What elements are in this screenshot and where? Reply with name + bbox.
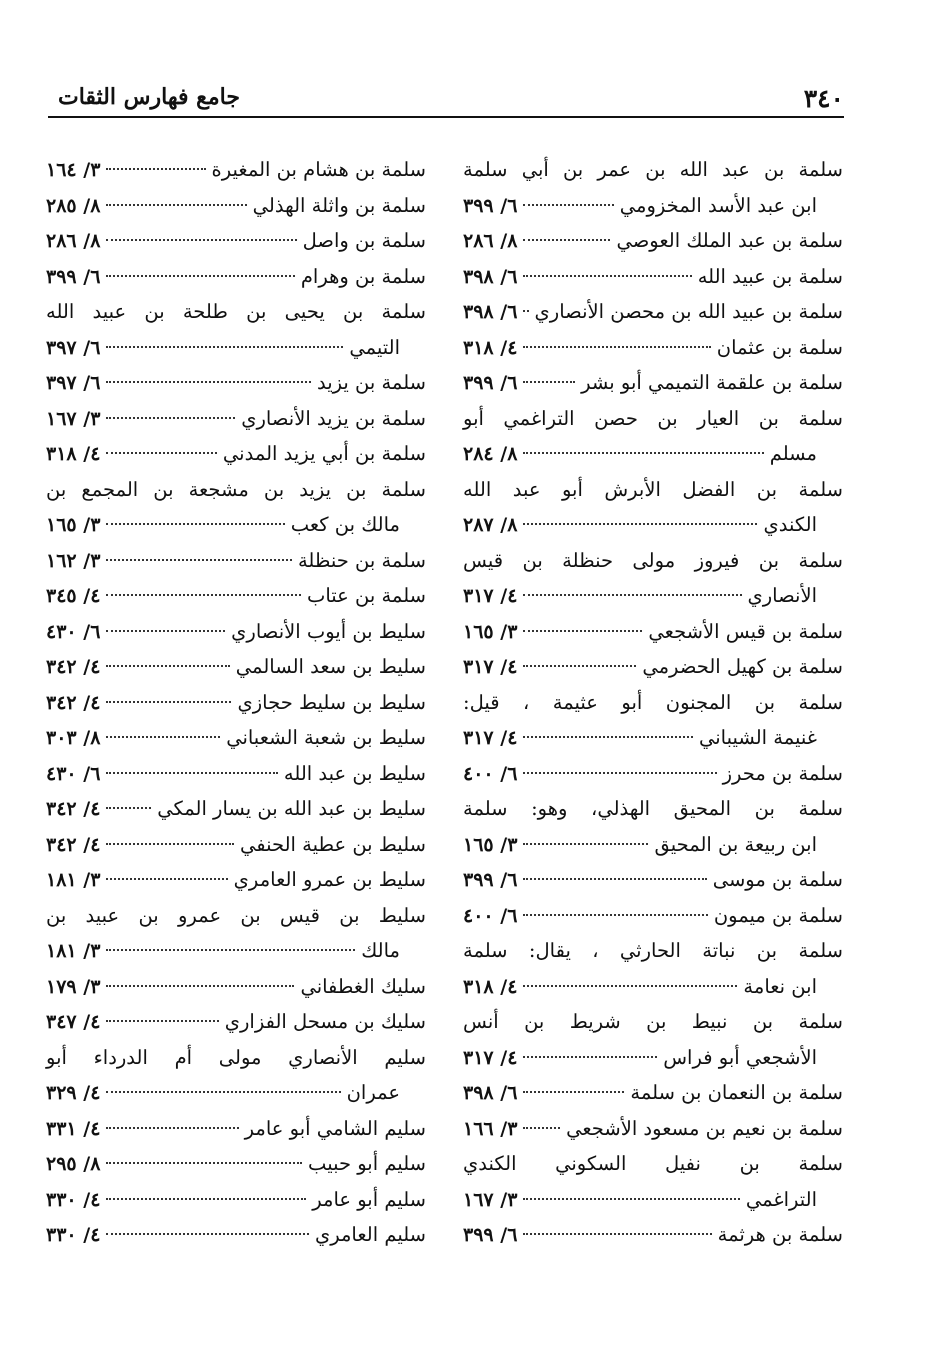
volume-page-ref: ٦/ ٣٩٩ [463,1224,518,1246]
dot-leader [106,630,225,632]
dot-leader [106,204,246,206]
dot-leader [523,665,636,667]
index-entry [46,436,426,472]
volume-page-ref: ٤/ ٣٢٩ [46,1082,101,1104]
dot-leader [523,914,707,916]
index-entry [46,862,426,898]
index-entry [46,365,426,401]
index-entry [463,1004,843,1040]
index-entry [463,685,843,721]
index-entry [463,543,843,579]
volume-page-ref: ٦/ ٣٩٩ [463,372,518,394]
dot-leader [523,878,706,880]
entry-name: سليم الأنصاري مولى أم الدرداء أبو [46,1045,426,1069]
volume-page-ref: ٦/ ٤٠٠ [463,762,518,785]
index-entry [46,898,426,934]
entry-name: سلمة بن هشام بن المغيرة [211,158,426,181]
entry-name: سلمة بن يزيد الأنصاري [241,406,426,430]
entry-name: سلمة بن حنظلة [297,548,426,572]
entry-name: سلمة بن محرز [722,761,843,785]
index-entry [46,1075,426,1111]
volume-page-ref: ٦/ ٣٩٨ [463,265,518,288]
volume-page-ref: ٦/ ٤٠٠ [463,904,518,927]
index-entry [463,969,843,1005]
index-entry [463,933,843,969]
entry-name: سلمة بن وهرام [300,264,426,288]
index-entry [463,649,843,685]
entry-name: سلمة بن النعمان بن سلمة [630,1081,843,1104]
entry-name: سليط بن عبد الله [283,761,426,785]
index-entry [46,330,426,366]
entry-name: الأنصاري [747,584,817,607]
index-entry [463,472,843,508]
entry-name: سلمة بن نبيط بن شريط بن أنس [463,1010,843,1033]
entry-name: سلمة بن عبد الله بن عمر بن أبي سلمة [463,158,843,181]
dot-leader [523,239,610,241]
volume-page-ref: ٨/ ٢٨٦ [463,230,518,252]
dot-leader [106,701,231,703]
volume-page-ref: ٤/ ٣٤٢ [46,691,101,714]
dot-leader [523,736,693,738]
dot-leader [106,772,278,774]
entry-name: مالك بن كعب [290,513,400,536]
index-entry [463,152,843,188]
entry-name: سليك بن مسحل الفزاري [224,1010,426,1033]
dot-leader [106,1162,302,1164]
volume-page-ref: ٣/ ١٦٥ [463,620,518,643]
index-entry [46,614,426,650]
index-entry [46,969,426,1005]
volume-page-ref: ٤/ ٣١٨ [463,336,518,359]
index-entry [46,685,426,721]
entry-name: سلمة بن يزيد بن مشجعة بن المجمع بن [46,477,426,501]
entry-name: سلمة بن هرثمة [717,1223,843,1246]
entry-name: سلمة بن عثمان [716,335,843,359]
index-entry [463,1217,843,1253]
volume-page-ref: ٤/ ٣٤٢ [46,798,101,820]
volume-page-ref: ٦/ ٣٩٨ [463,1082,518,1104]
volume-page-ref: ٨/ ٢٨٦ [46,230,101,252]
index-entry [463,188,843,224]
entry-name: غنيمة الشيباني [698,726,817,749]
index-column-left [46,152,426,1253]
dot-leader [523,204,613,206]
dot-leader [523,1056,657,1058]
index-entry [463,401,843,437]
volume-page-ref: ٤/ ٣١٧ [463,1046,518,1069]
entry-name: سليط بن عبد الله بن يسار المكي [157,797,426,820]
dot-leader [106,1091,340,1093]
index-entry [46,1217,426,1253]
entry-name: الأشجعي أبو فراس [663,1045,817,1069]
dot-leader [106,594,301,596]
volume-page-ref: ٤/ ٣٤٥ [46,585,101,607]
dot-leader [106,1127,238,1129]
volume-page-ref: ٣/ ١٦٦ [463,1117,518,1140]
dot-leader [106,346,343,348]
index-entry [463,1111,843,1147]
dot-leader [523,346,710,348]
volume-page-ref: ٦/ ٤٣٠ [46,762,101,785]
index-entry [463,507,843,543]
index-entry [463,578,843,614]
volume-page-ref: ٤/ ٣١٧ [463,727,518,749]
index-entry [463,223,843,259]
volume-page-ref: ٨/ ٢٨٤ [463,443,518,465]
dot-leader [106,843,234,845]
index-entry [463,1075,843,1111]
volume-page-ref: ٦/ ٣٩٩ [463,869,518,891]
volume-page-ref: ٨/ ٢٨٥ [46,194,101,217]
index-entry [463,862,843,898]
entry-name: عمران [346,1081,400,1104]
volume-page-ref: ٤/ ٣١٧ [463,585,518,607]
entry-name: سلمة بن فيروز مولى حنظلة بن قيس [463,548,843,572]
volume-page-ref: ٦/ ٣٩٨ [463,301,518,323]
index-entry [46,507,426,543]
index-column-right [463,152,843,1253]
volume-page-ref: ٨/ ٢٩٥ [46,1153,101,1175]
index-entry [463,614,843,650]
entry-name: سلمة بن عبد الملك العوصي [616,229,843,252]
entry-name: سلمة بن كهيل الحضرمي [642,655,843,678]
index-entry [46,294,426,330]
dot-leader [106,1233,309,1235]
index-entry [46,1111,426,1147]
entry-name: سلمة بن عبيد الله بن محصن الأنصاري [534,300,843,323]
index-entry [463,365,843,401]
index-entry [46,756,426,792]
entry-name: سلمة بن نعيم بن مسعود الأشجعي [566,1116,843,1140]
volume-page-ref: ٣/ ١٦٧ [46,407,101,430]
index-entry [46,152,426,188]
volume-page-ref: ٤/ ٣١٧ [463,656,518,678]
dot-leader [106,417,235,419]
entry-name: سليط بن أيوب الأنصاري [231,619,426,643]
volume-page-ref: ٣/ ١٧٩ [46,975,101,998]
entry-name: ابن عبد الأسد المخزومي [619,193,817,217]
index-entry [463,330,843,366]
dot-leader [106,239,296,241]
entry-name: سلمة بن عبيد الله [697,264,843,288]
entry-name: سلمة بن المجنون أبو عثيمة ، قيل: [463,690,843,714]
dot-leader [106,275,294,277]
dot-leader [523,452,763,454]
index-entry [46,933,426,969]
entry-name: سلمة بن نفيل السكوني الكندي [463,1152,843,1175]
entry-name: ابن ربيعة بن المحيق [654,832,817,856]
dot-leader [106,523,284,525]
dot-leader [523,275,691,277]
volume-page-ref: ٣/ ١٦٤ [46,159,101,181]
entry-name: سلمة بن موسى [712,868,843,891]
dot-leader [523,985,737,987]
entry-name: سلمة بن العيار بن حصن التراغمي أبو [463,406,843,430]
volume-page-ref: ٤/ ٣٣٠ [46,1188,101,1211]
entry-name: سليك الغطفاني [300,974,426,998]
dot-leader [523,381,575,383]
volume-page-ref: ٤/ ٣٤٢ [46,656,101,678]
dot-leader [106,381,311,383]
page-header [48,82,844,118]
dot-leader [523,1127,560,1129]
entry-name: سلمة بن واثلة الهذلي [252,193,426,217]
volume-page-ref: ٣/ ١٨١ [46,869,101,891]
dot-leader [106,985,294,987]
dot-leader [106,168,205,170]
dot-leader [523,523,757,525]
index-entry [46,543,426,579]
dot-leader [523,1233,711,1235]
entry-name: سليم العامري [314,1223,426,1246]
dot-leader [106,1198,306,1200]
dot-leader [106,559,292,561]
volume-page-ref: ٤/ ٣١٨ [46,443,101,465]
entry-name: سليم أبو عامر [312,1187,426,1211]
index-entry [463,294,843,330]
dot-leader [523,310,528,312]
entry-name: مالك [361,939,400,962]
entry-name: سلمة بن أبي يزيد المدني [222,442,426,465]
dot-leader [106,665,229,667]
dot-leader [106,807,151,809]
index-entry [46,188,426,224]
index-entry [46,472,426,508]
entry-name: سلمة بن واصل [302,229,426,252]
volume-page-ref: ٣/ ١٦٥ [463,833,518,856]
entry-name: سليم أبو حبيب [308,1152,426,1175]
index-entry [46,720,426,756]
dot-leader [106,878,227,880]
entry-name: سليط بن عطية الحنفي [240,832,426,856]
entry-name: سلمة بن الفضل الأبرش أبو عبد الله [463,477,843,501]
index-entry [46,223,426,259]
dot-leader [523,843,648,845]
index-entry [463,898,843,934]
index-entry [46,1146,426,1182]
entry-name: سليط بن سعد السالمي [235,655,426,678]
dot-leader [106,452,217,454]
entry-name: سلمة بن نباتة الحارثي ، يقال: سلمة [463,939,843,962]
running-title: جامع فهارس الثقات [58,84,240,110]
index-entry [46,1040,426,1076]
volume-page-ref: ٣/ ١٦٧ [463,1188,518,1211]
dot-leader [106,949,355,951]
entry-name: سلمة بن المحيق الهذلي، وهو: سلمة [463,797,843,820]
dot-leader [106,736,220,738]
index-entry [463,1040,843,1076]
index-entry [463,791,843,827]
volume-page-ref: ٦/ ٣٩٩ [46,265,101,288]
volume-page-ref: ٨/ ٢٨٧ [463,514,518,536]
index-entry [46,791,426,827]
index-entry [46,578,426,614]
index-entry [46,1004,426,1040]
index-entry [46,1182,426,1218]
entry-name: التراغمي [745,1187,817,1211]
volume-page-ref: ٦/ ٣٩٩ [463,194,518,217]
entry-name: مسلم [769,442,817,465]
entry-name: التيمي [349,335,400,359]
volume-page-ref: ٦/ ٣٩٧ [46,372,101,394]
volume-page-ref: ٦/ ٣٩٧ [46,336,101,359]
index-entry [463,1182,843,1218]
volume-page-ref: ٨/ ٣٠٣ [46,727,101,749]
entry-name: سليم الشامي أبو عامر [244,1116,426,1140]
dot-leader [523,1198,739,1200]
index-entry [463,827,843,863]
volume-page-ref: ٤/ ٣٤٢ [46,833,101,856]
index-entry [463,436,843,472]
dot-leader [523,1091,624,1093]
page-number: ٣٤٠ [803,84,844,113]
dot-leader [106,1020,218,1022]
dot-leader [523,772,716,774]
index-entry [463,1146,843,1182]
dot-leader [523,594,741,596]
entry-name: سلمة بن يحيى بن طلحة بن عبيد الله [46,300,426,323]
index-entry [46,827,426,863]
entry-name: سلمة بن قيس الأشجعي [648,619,843,643]
volume-page-ref: ٤/ ٣٣١ [46,1117,101,1140]
dot-leader [523,630,642,632]
index-entry [463,756,843,792]
entry-name: سلمة بن عتاب [306,584,426,607]
entry-name: سلمة بن ميمون [713,903,843,927]
volume-page-ref: ٣/ ١٨١ [46,940,101,962]
entry-name: سليط بن شعبة الشعباني [226,726,426,749]
volume-page-ref: ٤/ ٣١٨ [463,975,518,998]
volume-page-ref: ٣/ ١٦٥ [46,514,101,536]
volume-page-ref: ٤/ ٣٤٧ [46,1011,101,1033]
volume-page-ref: ٦/ ٤٣٠ [46,620,101,643]
index-entry [46,259,426,295]
index-entry [46,401,426,437]
entry-name: سليط بن عمرو العامري [233,868,426,891]
entry-name: الكندي [763,513,817,536]
entry-name: سلمة بن علقمة التميمي أبو بشر [581,371,843,394]
entry-name: سليط بن سليط حجازي [237,690,426,714]
volume-page-ref: ٣/ ١٦٢ [46,549,101,572]
volume-page-ref: ٤/ ٣٣٠ [46,1224,101,1246]
index-entry [46,649,426,685]
entry-name: سليط بن قيس بن عمرو بن عبيد بن [46,903,426,927]
entry-name: سلمة بن يزيد [316,371,426,394]
entry-name: ابن نعامة [743,974,817,998]
index-entry [463,720,843,756]
index-entry [463,259,843,295]
